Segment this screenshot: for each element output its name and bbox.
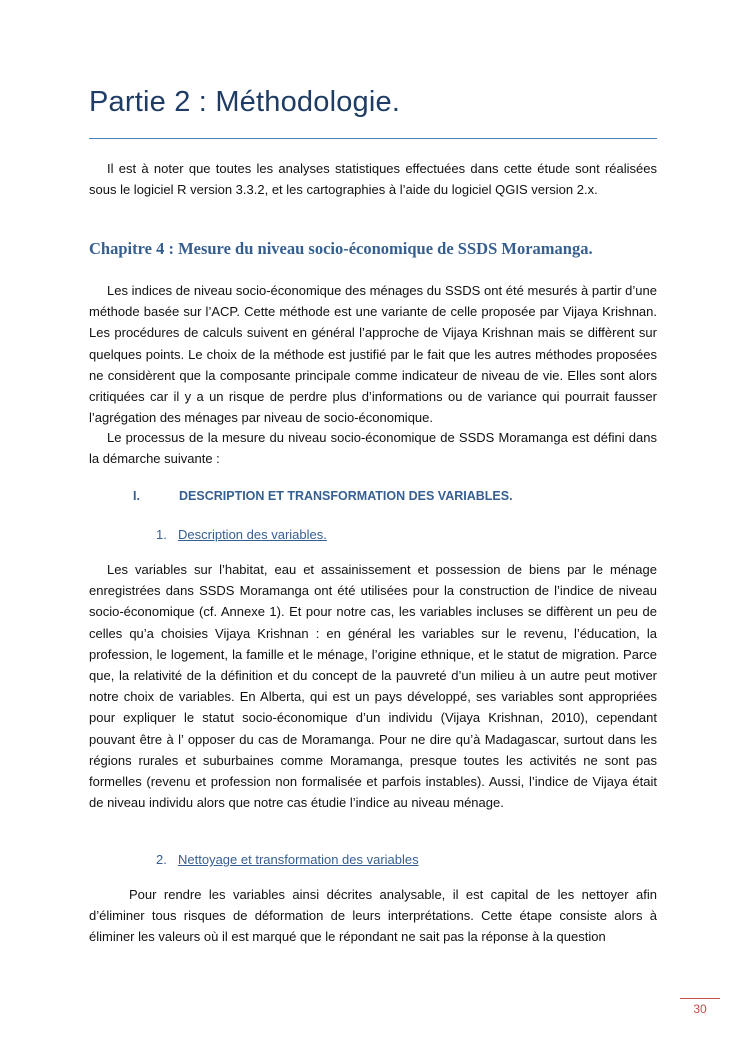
title-rule	[89, 138, 657, 139]
subsection-2-number: 2.	[156, 852, 167, 867]
section-number: I.	[133, 489, 140, 503]
section-heading	[133, 489, 513, 503]
subsection-2-paragraph: Pour rendre les variables ainsi décrites analysable, il est capital de les nettoyer afin d’éliminer tous risques de déformation de leurs interprétations. Cette étape consiste alors à éliminer les valeurs où il est marqué que le répondant ne sait pas la réponse à la question	[89, 887, 657, 945]
section-label: DESCRIPTION ET TRANSFORMATION DES VARIABLES.	[179, 489, 513, 503]
page-title: Partie 2 : Méthodologie.	[89, 86, 401, 118]
chapter-paragraph-1: Les indices de niveau socio-économique des ménages du SSDS ont été mesurés à partir d’une méthode basée sur l’ACP. Cette méthode est une variante de celle proposée par Vijaya Krishnan. Les procédures de calculs suivent en général l’approche de Vijaya Krishnan mais se diffèrent sur quelques points. Le choix de la méthode est justifié par le fait que les autres méthodes proposées ne considèrent que la composante principale comme indicateur de niveau de vie. Elles sont alors critiquées car il y a un risque de perdre plus d’informations ou de variance qui pourrait fausser l’agrégation des ménages par niveau de socio-économique.	[89, 283, 657, 426]
page-number: 30	[693, 1002, 707, 1016]
subsection-2-heading	[156, 852, 419, 867]
chapter-heading: Chapitre 4 : Mesure du niveau socio-économique de SSDS Moramanga.	[89, 239, 593, 258]
subsection-1-number: 1.	[156, 527, 167, 542]
subsection-1-heading	[156, 527, 327, 542]
subsection-2-label: Nettoyage et transformation des variables	[178, 852, 419, 867]
chapter-paragraph-2: Le processus de la mesure du niveau socio-économique de SSDS Moramanga est défini dans la démarche suivante :	[89, 430, 657, 467]
intro-paragraph: Il est à noter que toutes les analyses statistiques effectuées dans cette étude sont réalisées sous le logiciel R version 3.3.2, et les cartographies à l’aide du logiciel QGIS version 2.x.	[89, 161, 657, 198]
subsection-1-paragraph: Les variables sur l’habitat, eau et assainissement et possession de biens par le ménage enregistrées dans SSDS Moramanga ont été utilisées pour la construction de l’indice de niveau socio-économique (cf. Annexe 1). Et pour notre cas, les variables incluses se diffèrent un peu de celles qu’a choisies Vijaya Krishnan : en général les variables sur le revenu, l’éducation, la profession, le logement, la famille et le ménage, l’origine ethnique, et le statut de migration. Parce que, la relativité de la définition et du concept de la pauvreté d’un milieu à un autre peut motiver notre choix de variables. En Alberta, qui est un pays développé, ses variables sont appropriées pour expliquer le statut socio-économique d’un individu (Vijaya Krishnan, 2010), cependant pouvant être à l’ opposer du cas de Moramanga. Pour ne dire qu’à Madagascar, surtout dans les régions rurales et suburbaines comme Moramanga, presque toutes les activités ne sont pas formelles (revenu et profession non formalisée et parfois instables). Aussi, l’indice de Vijaya était de niveau individu alors que notre cas étudie l’indice au niveau ménage.	[89, 562, 657, 811]
footer-rule	[680, 998, 720, 999]
subsection-1-label: Description des variables.	[178, 527, 327, 542]
